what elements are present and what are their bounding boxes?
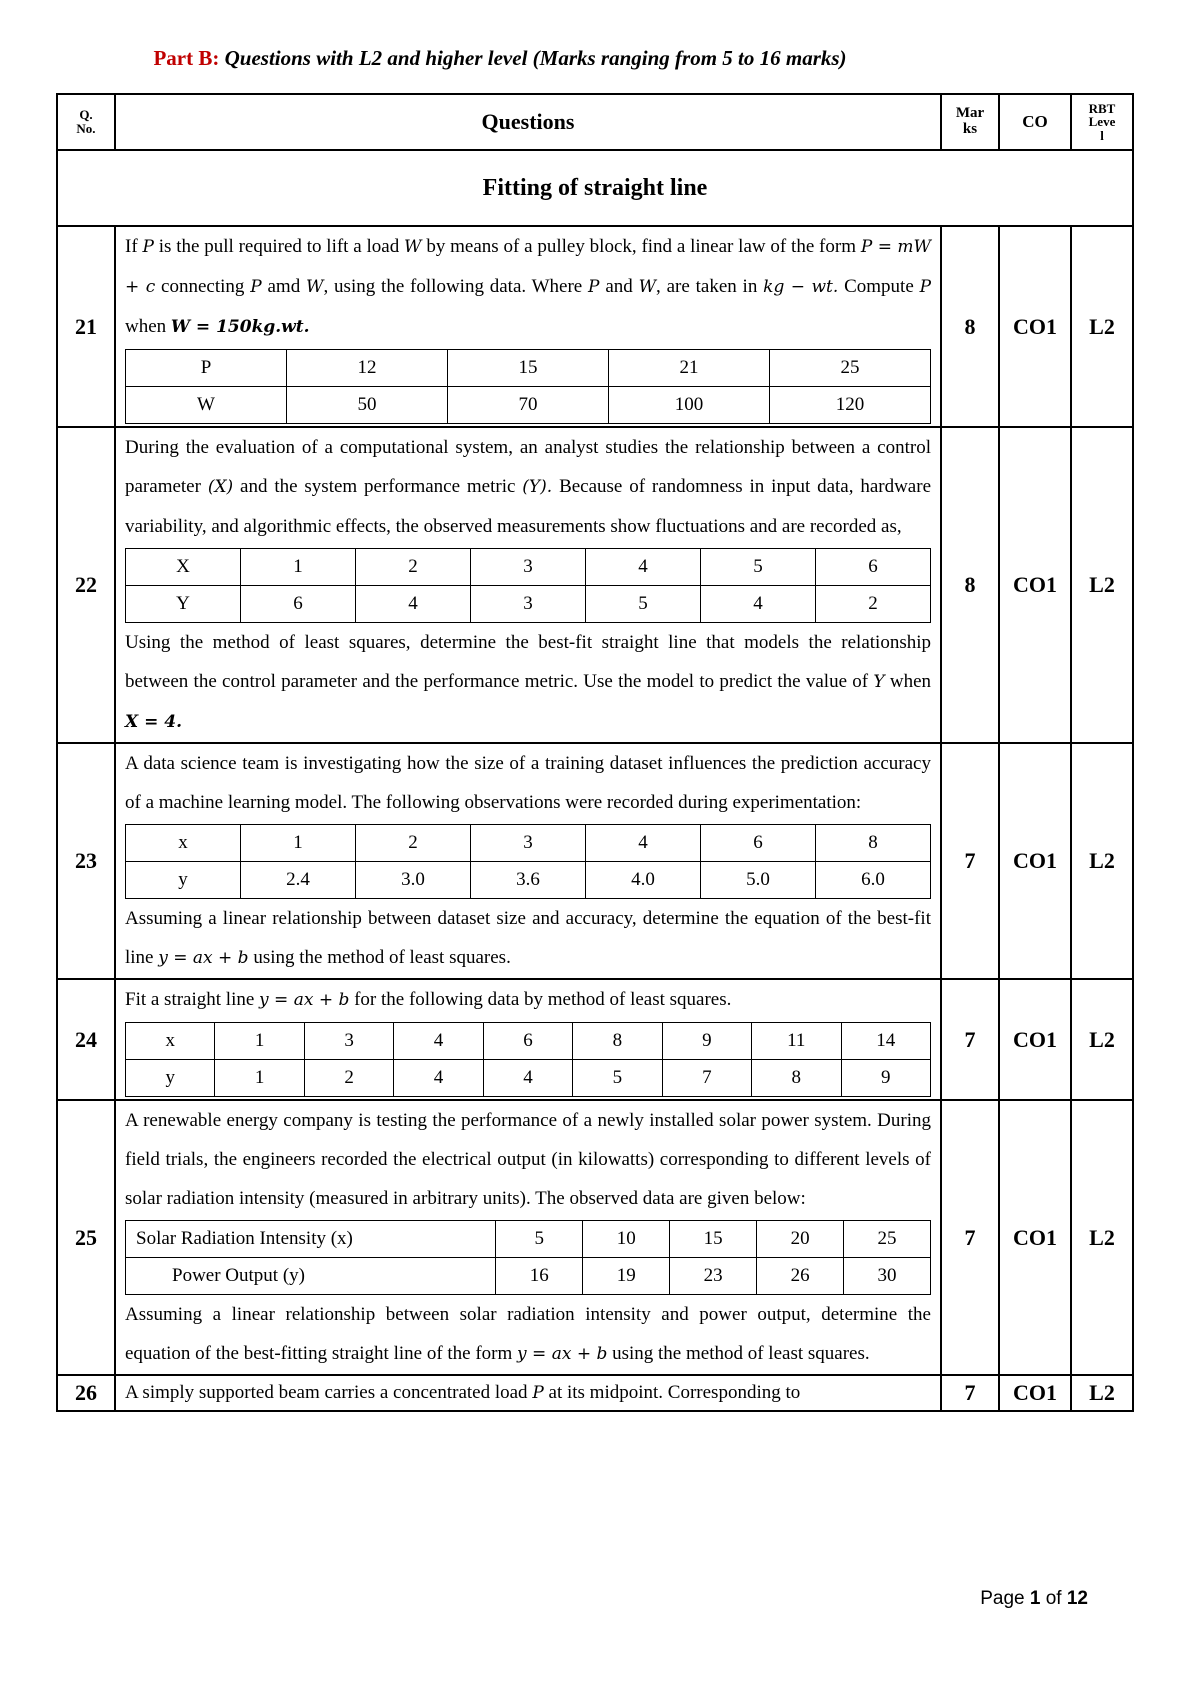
table-cell: 14 <box>841 1023 931 1060</box>
page-footer: Page 1 of 12 <box>980 1588 1088 1609</box>
table-cell: 12 <box>287 350 448 387</box>
row-label: P <box>126 350 287 387</box>
col-marks: Mar ks <box>941 94 999 150</box>
rbt-level: L2 <box>1071 427 1133 743</box>
question-row-22 <box>57 427 1133 743</box>
table-row <box>126 387 931 424</box>
table-cell: 1 <box>215 1060 304 1097</box>
table-row <box>126 350 931 387</box>
table-cell: 3 <box>304 1023 393 1060</box>
rbt-level: L2 <box>1071 226 1133 427</box>
table-cell: 50 <box>287 387 448 424</box>
question-text: During the evaluation of a computational system, an analyst studies the relationship between a control parameter (X) and the system performance metric (Y). Because of randomness in input data, hardware variability, and algorithmic effects, the observed measurements show fluctuations and are recorded as, X 1 2 3 4 5 6 Y 6 4 3 5 4 2 Using the method of least squares, determine the best-fit straight line that models the relationship between the control parameter and the performance metric. Use the model to predict the value of Y when X = 4. <box>115 427 941 743</box>
table-cell: 19 <box>583 1258 670 1295</box>
table-cell: 1 <box>215 1023 304 1060</box>
data-table <box>125 1220 931 1295</box>
table-cell: 15 <box>670 1221 757 1258</box>
table-cell: 25 <box>770 350 931 387</box>
row-label: Y <box>126 586 241 623</box>
table-cell: 15 <box>448 350 609 387</box>
heading-text: Questions with L2 and higher level (Marks ranging from 5 to 16 marks) <box>224 46 847 70</box>
table-header <box>57 94 1133 150</box>
table-row <box>126 825 931 862</box>
table-row <box>126 586 931 623</box>
question-number: 23 <box>57 743 115 979</box>
marks: 7 <box>941 1100 999 1375</box>
row-label: x <box>126 825 241 862</box>
table-cell: 4 <box>483 1060 572 1097</box>
data-table <box>125 1022 931 1097</box>
table-cell: 8 <box>573 1023 662 1060</box>
table-cell: 70 <box>448 387 609 424</box>
table-cell: 6 <box>816 549 931 586</box>
row-label: Power Output (y) <box>126 1258 496 1295</box>
rbt-level: L2 <box>1071 1100 1133 1375</box>
table-cell: 6 <box>701 825 816 862</box>
table-cell: 3.6 <box>471 862 586 899</box>
table-cell: 9 <box>841 1060 931 1097</box>
row-label: X <box>126 549 241 586</box>
col-co: CO <box>999 94 1071 150</box>
course-outcome: CO1 <box>999 979 1071 1100</box>
table-cell: 9 <box>662 1023 751 1060</box>
section-title: Fitting of straight line <box>57 150 1133 226</box>
col-qno: Q. No. <box>57 94 115 150</box>
question-row-21 <box>57 226 1133 427</box>
table-cell: 3.0 <box>356 862 471 899</box>
table-row <box>126 1060 931 1097</box>
data-table <box>125 824 931 899</box>
question-number: 25 <box>57 1100 115 1375</box>
col-questions: Questions <box>115 94 941 150</box>
table-cell: 4 <box>394 1060 483 1097</box>
question-number: 26 <box>57 1375 115 1411</box>
table-cell: 25 <box>844 1221 931 1258</box>
table-cell: 21 <box>609 350 770 387</box>
table-cell: 6.0 <box>816 862 931 899</box>
table-cell: 11 <box>752 1023 841 1060</box>
marks: 8 <box>941 226 999 427</box>
table-cell: 3 <box>471 549 586 586</box>
table-row <box>126 549 931 586</box>
table-cell: 4 <box>586 549 701 586</box>
table-cell: 5 <box>573 1060 662 1097</box>
table-cell: 7 <box>662 1060 751 1097</box>
question-row-23 <box>57 743 1133 979</box>
rbt-level: L2 <box>1071 1375 1133 1411</box>
table-cell: 8 <box>816 825 931 862</box>
page-heading <box>0 46 1000 71</box>
row-label: W <box>126 387 287 424</box>
question-row-25 <box>57 1100 1133 1375</box>
course-outcome: CO1 <box>999 1375 1071 1411</box>
table-cell: 120 <box>770 387 931 424</box>
data-table <box>125 548 931 623</box>
table-cell: 100 <box>609 387 770 424</box>
table-cell: 5 <box>496 1221 583 1258</box>
table-cell: 2.4 <box>241 862 356 899</box>
table-row <box>126 1221 931 1258</box>
question-text: Fit a straight line y = ax + b for the following data by method of least squares. x 1 3 4 6 8 9 11 14 y 1 2 4 4 5 7 8 9 <box>115 979 941 1100</box>
course-outcome: CO1 <box>999 427 1071 743</box>
table-cell: 8 <box>752 1060 841 1097</box>
question-row-24 <box>57 979 1133 1100</box>
table-cell: 3 <box>471 825 586 862</box>
table-cell: 30 <box>844 1258 931 1295</box>
table-cell: 1 <box>241 825 356 862</box>
table-cell: 16 <box>496 1258 583 1295</box>
heading-lead: Part B: <box>153 46 220 70</box>
table-cell: 5 <box>701 549 816 586</box>
table-row <box>126 862 931 899</box>
question-table <box>56 93 1134 1412</box>
row-label: Solar Radiation Intensity (x) <box>126 1221 496 1258</box>
question-number: 22 <box>57 427 115 743</box>
rbt-level: L2 <box>1071 743 1133 979</box>
marks: 7 <box>941 1375 999 1411</box>
table-cell: 2 <box>304 1060 393 1097</box>
course-outcome: CO1 <box>999 743 1071 979</box>
question-text: A data science team is investigating how the size of a training dataset influences the prediction accuracy of a machine learning model. The following observations were recorded during experimentation: x 1 2 3 4 6 8 y 2.4 3.0 3.6 4.0 5.0 6.0 Assuming a linear relationship between dataset size and accuracy, determine the equation of the best-fit line y = ax + b using the method of least squares. <box>115 743 941 979</box>
table-cell: 23 <box>670 1258 757 1295</box>
table-cell: 3 <box>471 586 586 623</box>
row-label: y <box>126 1060 215 1097</box>
course-outcome: CO1 <box>999 1100 1071 1375</box>
marks: 8 <box>941 427 999 743</box>
question-row-26 <box>57 1375 1133 1411</box>
table-row <box>126 1258 931 1295</box>
table-row <box>126 1023 931 1060</box>
table-cell: 26 <box>757 1258 844 1295</box>
table-cell: 10 <box>583 1221 670 1258</box>
question-number: 21 <box>57 226 115 427</box>
row-label: y <box>126 862 241 899</box>
table-cell: 2 <box>356 825 471 862</box>
data-table <box>125 349 931 424</box>
table-cell: 5.0 <box>701 862 816 899</box>
question-number: 24 <box>57 979 115 1100</box>
section-row <box>57 150 1133 226</box>
table-cell: 4 <box>356 586 471 623</box>
question-text: A simply supported beam carries a concentrated load P at its midpoint. Corresponding to <box>115 1375 941 1411</box>
marks: 7 <box>941 979 999 1100</box>
table-cell: 4 <box>394 1023 483 1060</box>
rbt-level: L2 <box>1071 979 1133 1100</box>
table-cell: 1 <box>241 549 356 586</box>
col-rbt: RBT Leve l <box>1071 94 1133 150</box>
question-text: A renewable energy company is testing the performance of a newly installed solar power system. During field trials, the engineers recorded the electrical output (in kilowatts) corresponding to different levels of solar radiation intensity (measured in arbitrary units). The observed data are given below: Solar Radiation Intensity (x) 5 10 15 20 25 Power Output (y) 16 19 23 26 30 Assuming a linear relationship between solar radiation intensity and power output, determine the equation of the best-fitting straight line of the form y = ax + b using the method of least squares. <box>115 1100 941 1375</box>
table-cell: 2 <box>356 549 471 586</box>
table-cell: 4 <box>586 825 701 862</box>
table-cell: 20 <box>757 1221 844 1258</box>
table-cell: 6 <box>483 1023 572 1060</box>
question-text: If P is the pull required to lift a load W by means of a pulley block, find a linear law of the form P = mW + c connecting P amd W, using the following data. Where P and W, are taken in kg − wt. Compute P when W = 150kg.wt. P 12 15 21 25 W 50 70 100 120 <box>115 226 941 427</box>
course-outcome: CO1 <box>999 226 1071 427</box>
table-cell: 5 <box>586 586 701 623</box>
row-label: x <box>126 1023 215 1060</box>
table-cell: 2 <box>816 586 931 623</box>
table-cell: 4 <box>701 586 816 623</box>
table-cell: 4.0 <box>586 862 701 899</box>
table-cell: 6 <box>241 586 356 623</box>
marks: 7 <box>941 743 999 979</box>
